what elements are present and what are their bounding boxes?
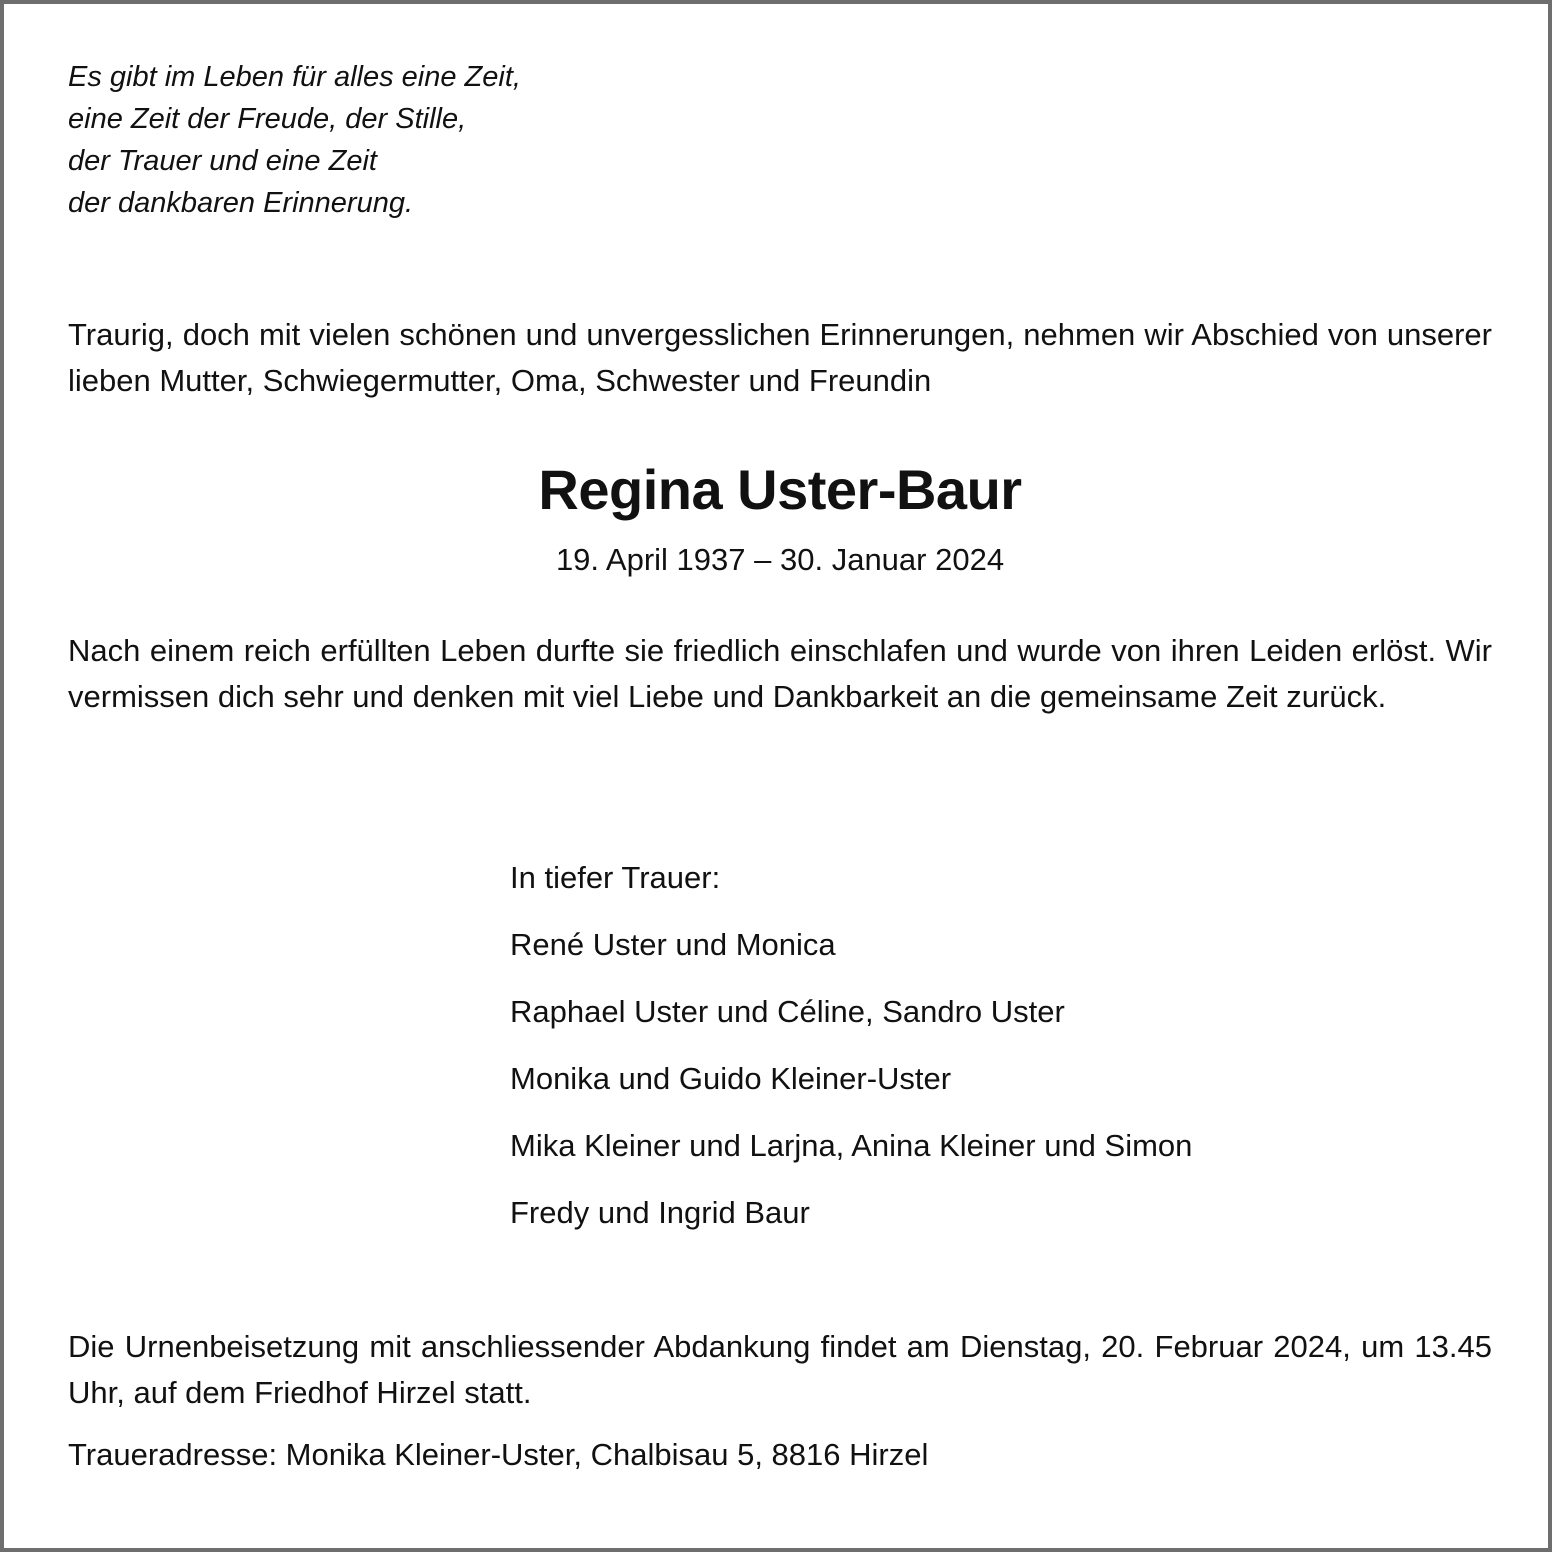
mourner-name: Monika und Guido Kleiner-Uster xyxy=(510,1061,952,1096)
poem xyxy=(68,56,521,224)
mourner-name: Mika Kleiner und Larjna, Anina Kleiner und Simon xyxy=(510,1128,1193,1163)
poem-line: Es gibt im Leben für alles eine Zeit, xyxy=(68,61,521,93)
poem-line: eine Zeit der Freude, der Stille, xyxy=(68,103,467,135)
poem-line: der Trauer und eine Zeit xyxy=(68,145,377,177)
mourners-list xyxy=(510,856,1192,1258)
deceased-name: Regina Uster-Baur xyxy=(538,458,1022,521)
mourning-address: Traueradresse: Monika Kleiner-Uster, Chalbisau 5, 8816 Hirzel xyxy=(68,1437,929,1472)
mourner-name: René Uster und Monica xyxy=(510,927,836,962)
service-info: Die Urnenbeisetzung mit anschliessender Abdankung findet am Dienstag, 20. Februar 2024, um 13.45 Uhr, auf dem Friedhof Hirzel statt. xyxy=(68,1329,1492,1410)
life-dates: 19. April 1937 – 30. Januar 2024 xyxy=(555,542,1005,577)
intro-text: Traurig, doch mit vielen schönen und unvergesslichen Erinnerungen, nehmen wir Abschied von unserer lieben Mutter, Schwiegermutter, Oma, Schwester und Freundin xyxy=(68,317,1492,398)
mourner-name: Fredy und Ingrid Baur xyxy=(510,1195,810,1230)
mourner-name: Raphael Uster und Céline, Sandro Uster xyxy=(510,994,1065,1029)
mourners-heading: In tiefer Trauer: xyxy=(510,860,721,895)
body-text: Nach einem reich erfüllten Leben durfte sie friedlich einschlafen und wurde von ihren Leiden erlöst. Wir vermissen dich sehr und denken mit viel Liebe und Dankbarkeit an die gemeinsame Zeit zurück. xyxy=(68,633,1492,714)
poem-line: der dankbaren Erinnerung. xyxy=(68,187,414,219)
